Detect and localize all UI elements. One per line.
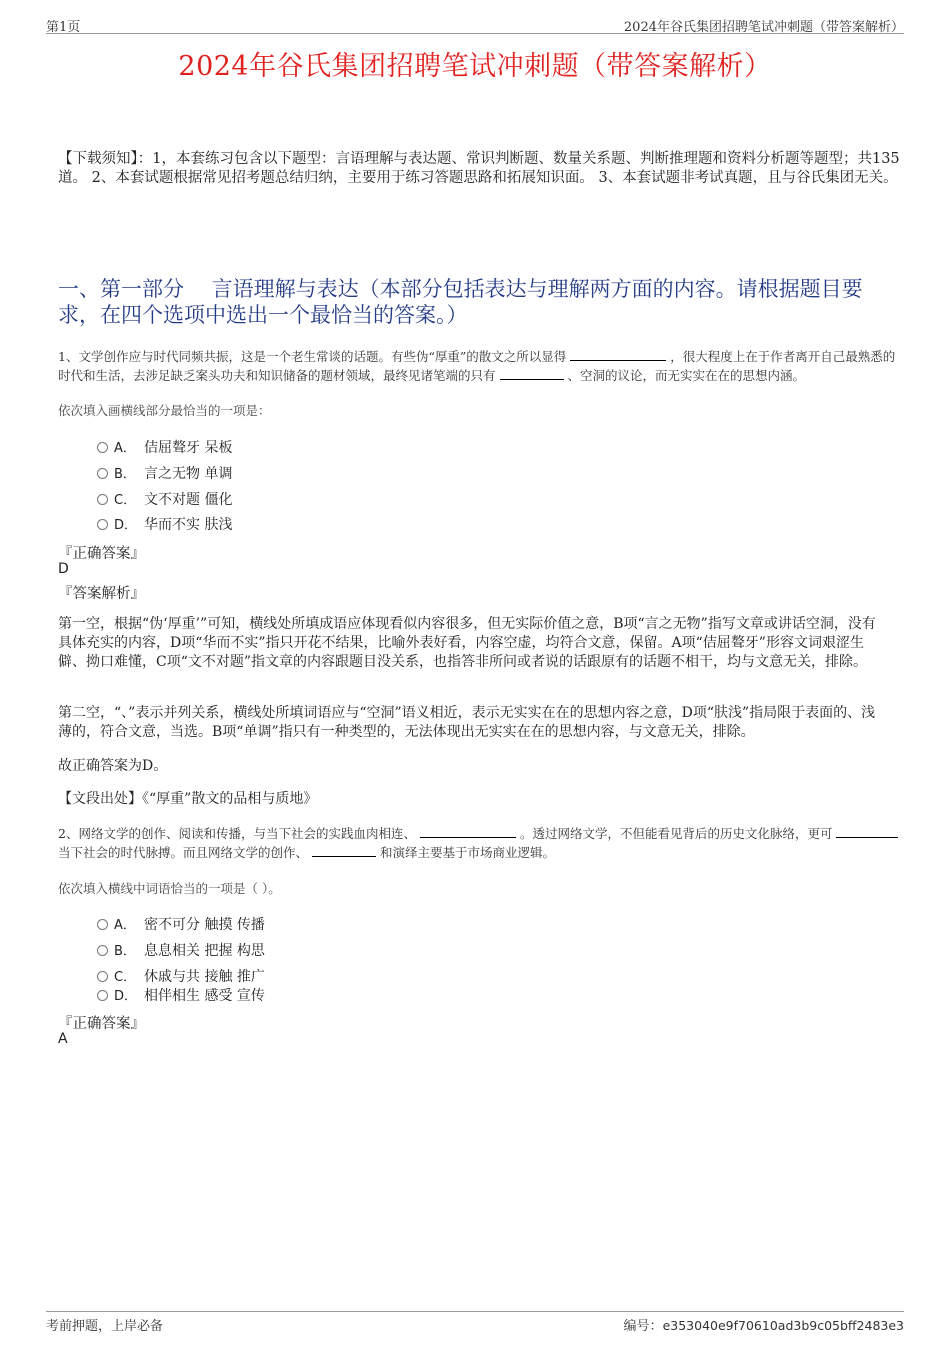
correct-answer: D [58, 561, 69, 577]
correct-answer-label: 『正确答案』 [58, 546, 145, 562]
analysis-conclusion: 故正确答案为D。 [58, 758, 168, 774]
section-heading: 一、第一部分 言语理解与表达（本部分包括表达与理解两方面的内容。请根据题目要求，在四个选项中选出一个最恰当的答案。） [58, 277, 863, 327]
passage-source: 【文段出处】《“厚重”散文的品相与质地》 [58, 791, 318, 807]
question-2-option-b[interactable]: B． 息息相关 把握 构思 [97, 940, 265, 960]
radio-icon[interactable] [97, 519, 108, 530]
header-doc-title: 2024年谷氏集团招聘笔试冲刺题（带答案解析） [623, 20, 904, 35]
footer-code: 编号：e353040e9f70610ad3b9c05bff2483e3 [623, 1318, 904, 1334]
analysis-paragraph: 第一空，根据“伪‘厚重’”可知，横线处所填成语应体现看似内容很多，但无实际价值之意，B项“言之无物”指写文章或讲话空洞，没有具体充实的内容，D项“华而不实”指只开花不结果，比喻外表好看，内容空虚，均符合文意，保留。A项“佶屈聱牙”形容文词艰涩生僻、拗口难懂，C项“文不对题”指文章的内容跟题目没关系，也指答非所问或者说的话跟原有的话题不相干，均与文意无关，排除。 [58, 616, 876, 670]
download-notice: 【下载须知】：1，本套练习包含以下题型：言语理解与表达题、常识判断题、数量关系题、判断推理题和资料分析题等题型；共135道。 2、本套试题根据常见招考题总结归纳，主要用于练习答题思路和拓展知识面。 3、本套试题非考试真题，且与谷氏集团无关。 [58, 151, 900, 186]
page-footer [46, 1311, 904, 1335]
radio-icon[interactable] [97, 919, 108, 930]
blank-line [500, 367, 564, 380]
footer-slogan: 考前押题，上岸必备 [46, 1319, 164, 1334]
question-2-option-a[interactable]: A． 密不可分 触摸 传播 [97, 914, 265, 934]
radio-icon[interactable] [97, 945, 108, 956]
question-1-option-b[interactable]: B． 言之无物 单调 [97, 463, 232, 483]
correct-answer: A [58, 1031, 68, 1047]
radio-icon[interactable] [97, 442, 108, 453]
page-header [46, 16, 904, 34]
radio-icon[interactable] [97, 990, 108, 1001]
blank-line [420, 825, 516, 838]
blank-line [312, 844, 376, 857]
blank-line [570, 348, 666, 361]
radio-icon[interactable] [97, 494, 108, 505]
analysis-paragraph: 第二空，“、”表示并列关系，横线处所填词语应与“空洞”语义相近，表示无实实在在的思想内容之意，D项“肤浅”指局限于表面的、浅薄的，符合文意，当选。B项“单调”指只有一种类型的，无法体现出无实实在在的思想内容，与文意无关，排除。 [58, 705, 876, 740]
correct-answer-label: 『正确答案』 [58, 1016, 145, 1032]
question-1-option-c[interactable]: C． 文不对题 僵化 [97, 489, 232, 509]
question-2-option-d[interactable]: D． 相伴相生 感受 宣传 [97, 985, 265, 1005]
question-1-prompt: 依次填入画横线部分最恰当的一项是： [58, 403, 271, 418]
blank-line [836, 825, 898, 838]
radio-icon[interactable] [97, 468, 108, 479]
question-1-option-a[interactable]: A． 佶屈聱牙 呆板 [97, 437, 232, 457]
question-2-prompt: 依次填入横线中词语恰当的一项是（ ）。 [58, 881, 281, 896]
document-title: 2024年谷氏集团招聘笔试冲刺题（带答案解析） [178, 51, 772, 82]
question-2-stem: 2、网络文学的创作、阅读和传播，与当下社会的实践血肉相连、 。透过网络文学，不但能看见背后的历史文化脉络，更可 当下社会的时代脉搏。而且网络文学的创作、 和演绎主要基于市场商业逻辑。 [58, 824, 900, 862]
question-1-stem: 1、文学创作应与时代同频共振，这是一个老生常谈的话题。有些伪“厚重”的散文之所以显得 ，很大程度上在于作者离开自己最熟悉的时代和生活，去涉足缺乏案头功夫和知识储备的题材领域，最终见诸笔端的只有 、空洞的议论，而无实实在在的思想内涵。 [58, 349, 896, 383]
analysis-label: 『答案解析』 [58, 586, 145, 602]
question-2-option-c[interactable]: C． 休戚与共 接触 推广 [97, 966, 265, 986]
question-1-option-d[interactable]: D． 华而不实 肤浅 [97, 514, 232, 534]
radio-icon[interactable] [97, 971, 108, 982]
page-number: 第1页 [46, 20, 81, 35]
